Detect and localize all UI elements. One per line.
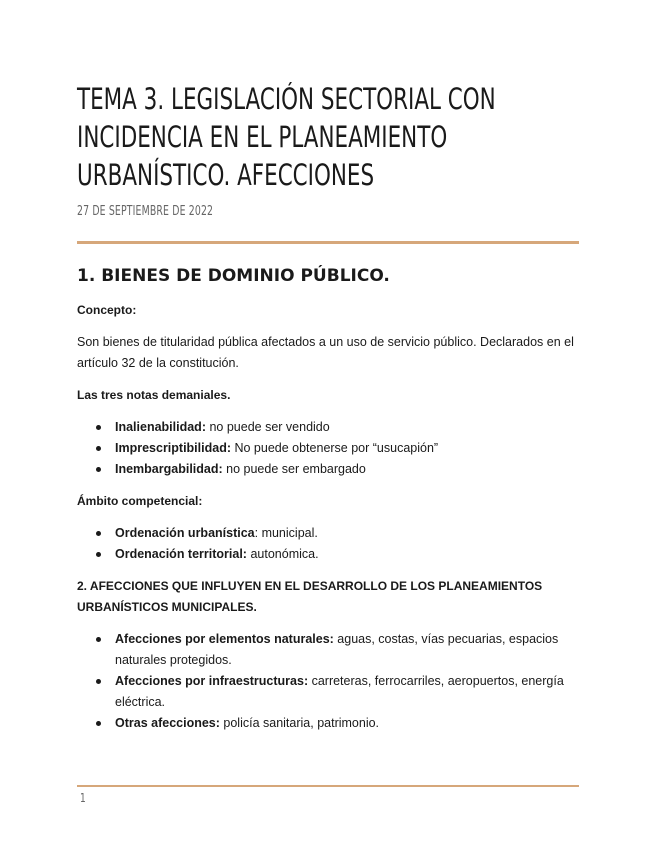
list-item bbox=[77, 629, 577, 671]
concept-label: Concepto: bbox=[77, 303, 137, 317]
list-item-text: autonómica. bbox=[246, 547, 319, 561]
bullet-icon bbox=[96, 637, 101, 642]
list-item bbox=[77, 438, 577, 459]
document-title bbox=[77, 80, 588, 194]
document-body bbox=[77, 264, 577, 734]
list-item-term: Otras afecciones: bbox=[115, 716, 220, 730]
scope-list bbox=[77, 523, 577, 565]
bullet-icon bbox=[96, 467, 101, 472]
list-item-term: Imprescriptibilidad: bbox=[115, 441, 231, 455]
list-item bbox=[77, 459, 577, 480]
scope-label: Ámbito competencial: bbox=[77, 494, 203, 508]
bullet-icon bbox=[96, 679, 101, 684]
bullet-icon bbox=[96, 552, 101, 557]
list-item-term: Inembargabilidad: bbox=[115, 462, 223, 476]
list-item bbox=[77, 523, 577, 544]
list-item-term: Afecciones por infraestructuras: bbox=[115, 674, 309, 688]
list-item bbox=[77, 417, 577, 438]
header-divider bbox=[77, 241, 579, 244]
list-item-term: Ordenación urbanística bbox=[115, 526, 255, 540]
list-item bbox=[77, 713, 577, 734]
notes-label: Las tres notas demaniales. bbox=[77, 388, 231, 402]
list-item bbox=[77, 544, 577, 565]
title-line-1: TEMA 3. LEGISLACIÓN SECTORIAL CON bbox=[77, 82, 496, 116]
list-item-term: Inalienabilidad: bbox=[115, 420, 206, 434]
list-item-text: No puede obtenerse por “usucapión” bbox=[231, 441, 439, 455]
list-item-text: carreteras, ferrocarriles, aeropuertos, energía eléctrica. bbox=[115, 674, 564, 709]
bullet-icon bbox=[96, 721, 101, 726]
list-item-text: policía sanitaria, patrimonio. bbox=[219, 716, 380, 730]
list-item-text: no puede ser vendido bbox=[206, 420, 330, 434]
affections-list bbox=[77, 629, 577, 734]
section-2-heading bbox=[77, 576, 577, 618]
title-line-3: URBANÍSTICO. AFECCIONES bbox=[77, 158, 375, 192]
document-date: 27 DE SEPTIEMBRE DE 2022 bbox=[77, 204, 214, 219]
list-item-term: Ordenación territorial: bbox=[115, 547, 247, 561]
title-line-2: INCIDENCIA EN EL PLANEAMIENTO bbox=[77, 120, 448, 154]
list-item-text: no puede ser embargado bbox=[222, 462, 366, 476]
list-item-text: aguas, costas, vías pecuarias, espacios naturales protegidos. bbox=[115, 632, 559, 667]
section-2-heading-line-1: 2. AFECCIONES QUE INFLUYEN EN EL DESARROLLO DE LOS PLANEAMIENTOS bbox=[77, 579, 543, 593]
footer-divider bbox=[77, 785, 579, 787]
page-number: 1 bbox=[80, 791, 86, 805]
bullet-icon bbox=[96, 446, 101, 451]
list-item-text: : municipal. bbox=[254, 526, 318, 540]
section-2-heading-line-2: URBANÍSTICOS MUNICIPALES. bbox=[77, 600, 257, 614]
bullet-icon bbox=[96, 531, 101, 536]
notes-list bbox=[77, 417, 577, 480]
bullet-icon bbox=[96, 425, 101, 430]
section-1-heading: 1. BIENES DE DOMINIO PÚBLICO. bbox=[77, 266, 390, 286]
concept-paragraph: Son bienes de titularidad pública afectados a un uso de servicio público. Declarados en el artículo 32 de la constitución. bbox=[77, 335, 574, 370]
list-item-term: Afecciones por elementos naturales: bbox=[115, 632, 334, 646]
list-item bbox=[77, 671, 577, 713]
